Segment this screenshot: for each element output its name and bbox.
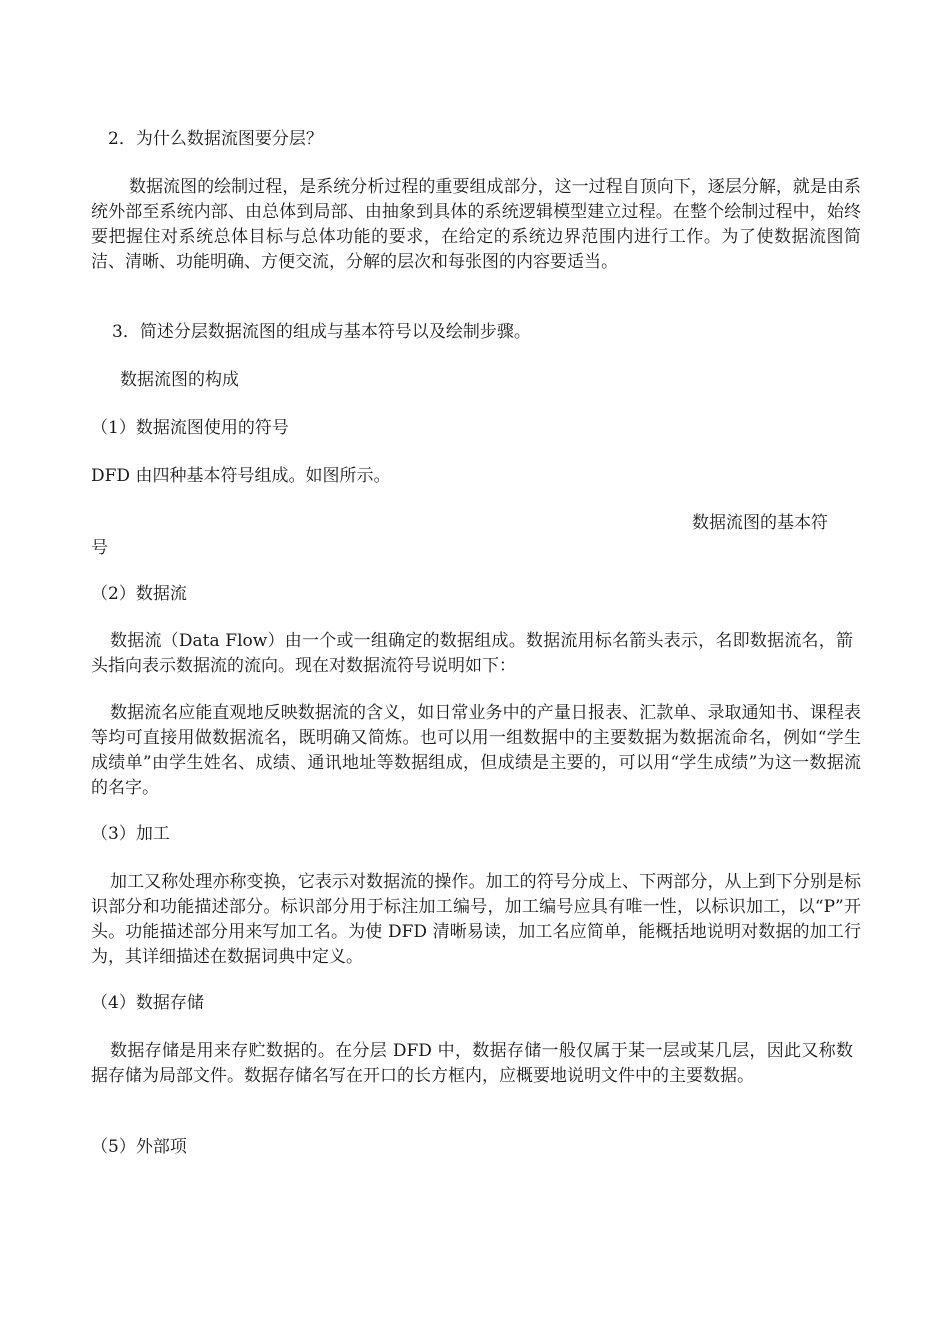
section-2-paragraph-1: 数据流（Data Flow）由一个或一组确定的数据组成。数据流用标名箭头表示，名即数据流名，箭头指向表示数据流的流向。现在对数据流符号说明如下：: [91, 631, 853, 676]
figure-caption: 数据流图的基本符: [692, 513, 828, 533]
section-4-title: （4）数据存储: [91, 993, 204, 1013]
section-1-body: DFD 由四种基本符号组成。如图所示。: [91, 466, 391, 486]
section-3-body: 加工又称处理亦称变换，它表示对数据流的操作。加工的符号分成上、下两部分，从上到下分别是标识部分和功能描述部分。标识部分用于标注加工编号，加工编号应具有唯一性，以标识加工，以“P”开头。功能描述部分用来写加工名。为使 DFD 清晰易读，加工名应简单，能概括地说明对数据的加工行为，其详细描述在数据词典中定义。: [91, 872, 861, 967]
q3-heading: 3．简述分层数据流图的组成与基本符号以及绘制步骤。: [112, 322, 531, 342]
q3-subheading: 数据流图的构成: [120, 370, 239, 390]
q2-heading: 2．为什么数据流图要分层？: [108, 129, 323, 149]
section-4-body: 数据存储是用来存贮数据的。在分层 DFD 中，数据存储一般仅属于某一层或某几层，因此又称数据存储为局部文件。数据存储名写在开口的长方框内，应概要地说明文件中的主要数据。: [91, 1041, 853, 1086]
section-2-title: （2）数据流: [91, 584, 187, 604]
section-5-title: （5）外部项: [91, 1137, 187, 1157]
section-2-paragraph-2: 数据流名应能直观地反映数据流的含义，如日常业务中的产量日报表、汇款单、录取通知书、课程表等均可直接用做数据流名，既明确又简炼。也可以用一组数据中的主要数据为数据流命名，例如“学生成绩单”由学生姓名、成绩、通讯地址等数据组成，但成绩是主要的，可以用“学生成绩”为这一数据流的名字。: [91, 703, 861, 798]
section-1-title: （1）数据流图使用的符号: [91, 418, 289, 438]
figure-caption-wrap: 号: [91, 538, 108, 558]
section-3-title: （3）加工: [91, 824, 170, 844]
q2-body: 数据流图的绘制过程，是系统分析过程的重要组成部分，这一过程自顶向下，逐层分解，就是由系统外部至系统内部、由总体到局部、由抽象到具体的系统逻辑模型建立过程。在整个绘制过程中，始终要把握住对系统总体目标与总体功能的要求，在给定的系统边界范围内进行工作。为了使数据流图简洁、清晰、功能明确、方便交流，分解的层次和每张图的内容要适当。: [91, 177, 861, 272]
